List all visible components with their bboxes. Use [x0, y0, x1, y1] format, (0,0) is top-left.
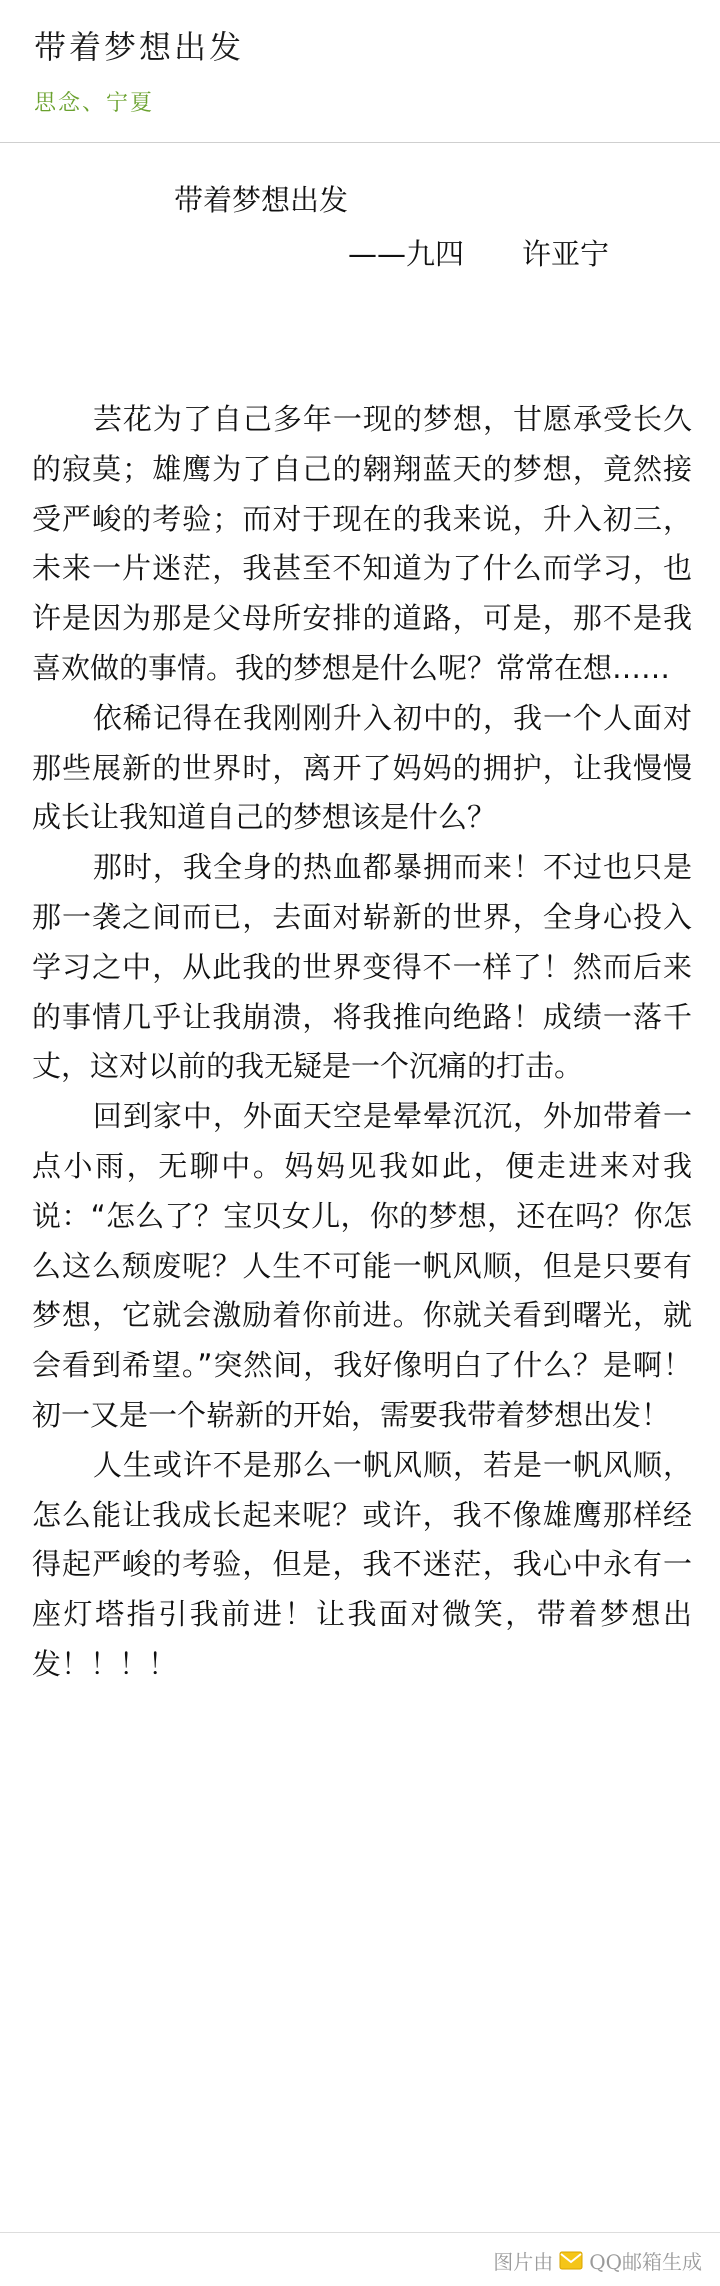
document-author-line: ——九四 许亚宁	[348, 237, 610, 271]
document-title: 带着梦想出发	[174, 183, 349, 217]
header-title: 带着梦想出发	[34, 28, 245, 66]
header-subtitle: 思念、宁夏	[34, 91, 155, 116]
footer-divider	[0, 2232, 720, 2233]
footer-credit	[493, 2245, 702, 2275]
footer-credit-prefix: 图片由	[493, 2249, 554, 2274]
article-paragraph: 回到家中，外面天空是晕晕沉沉，外加带着一点小雨，无聊中。妈妈见我如此，便走进来对我说：“怎么了？宝贝女儿，你的梦想，还在吗？你怎么这么颓废呢？人生不可能一帆风顺，但是只要有梦想，它就会激励着你前进。你就关看到曙光，就会看到希望。”突然间，我好像明白了什么？是啊！初一又是一个崭新的开始，需要我带着梦想出发！	[32, 1099, 692, 1432]
footer-credit-suffix: QQ邮箱生成	[589, 2249, 702, 2274]
article-paragraph: 芸花为了自己多年一现的梦想，甘愿承受长久的寂莫；雄鹰为了自己的翱翔蓝天的梦想，竟然接受严峻的考验；而对于现在的我来说，升入初三，未来一片迷茫，我甚至不知道为了什么而学习，也许是因为那是父母所安排的道路，可是，那不是我喜欢做的事情。我的梦想是什么呢？常常在想……	[32, 402, 692, 685]
article-paragraph: 依稀记得在我刚刚升入初中的，我一个人面对那些展新的世界时，离开了妈妈的拥护，让我慢慢成长让我知道自己的梦想该是什么？	[32, 700, 692, 835]
header-divider	[0, 142, 720, 143]
page-header	[0, 0, 720, 143]
article-paragraph: 那时，我全身的热血都暴拥而来！不过也只是那一袭之间而已，去面对崭新的世界，全身心投入学习之中，从此我的世界变得不一样了！然而后来的事情几乎让我崩溃，将我推向绝路！成绩一落千丈，这对以前的我无疑是一个沉痛的打击。	[32, 850, 692, 1084]
mail-icon	[559, 2251, 583, 2270]
article-paragraph: 人生或许不是那么一帆风顺，若是一帆风顺，怎么能让我成长起来呢？或许，我不像雄鹰那样经得起严峻的考验，但是，我不迷茫，我心中永有一座灯塔指引我前进！让我面对微笑，带着梦想出发！！！！	[32, 1447, 692, 1681]
article-body	[32, 395, 692, 1690]
